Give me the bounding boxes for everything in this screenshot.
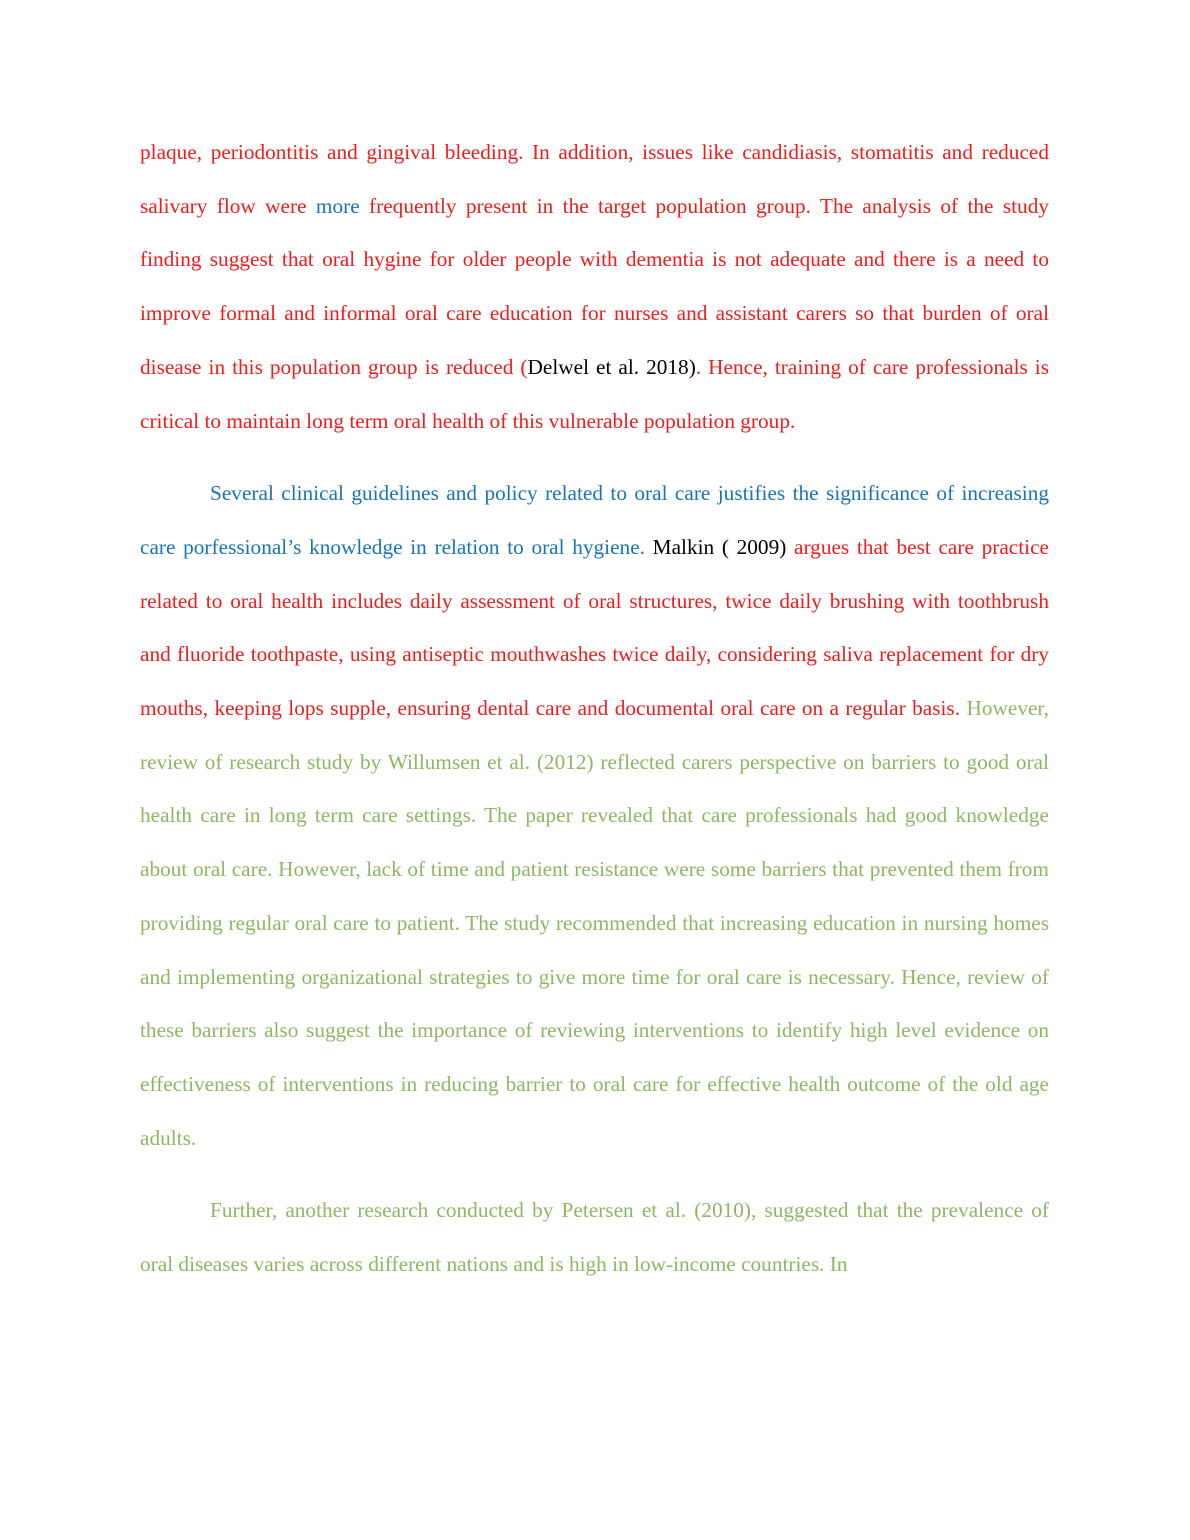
text-run: plaque, periodontitis and gingival bleeding. In addition, issues like candidiasis, stomatitis and reduced salivary flow were [140, 140, 1049, 218]
text-run: more [315, 193, 360, 218]
text-run: frequently present in the target population group. The analysis of the study finding suggest that oral hygine for older people with dementia is not adequate and there is a need to improve formal and informal oral care education for nurses and assistant carers so that burden of oral disease in this population group is reduced ( [140, 193, 1049, 379]
paragraph-1 [140, 126, 1049, 448]
text-run: . Hence, training of care professionals is critical to maintain long term oral health of this vulnerable population group. [140, 354, 1050, 433]
document-page [140, 126, 1049, 1292]
paragraph-3 [140, 1184, 1049, 1291]
text-run: However, review of research study by Willumsen et al. (2012) reflected carers perspective on barriers to good oral health care in long term care settings. The paper revealed that care professionals had good knowledge about oral care. However, lack of time and patient resistance were some barriers that prevented them from providing regular oral care to patient. The study recommended that increasing education in nursing homes and implementing organizational strategies to give more time for oral care is necessary. Hence, review of these barriers also suggest the importance of reviewing interventions to identify high level evidence on effectiveness of interventions in reducing barrier to oral care for effective health outcome of the old age adults. [140, 696, 1049, 1150]
text-run: Several clinical guidelines and policy related to oral care justifies the significance of increasing care porfessional’s knowledge in relation to oral hygiene. [140, 481, 1049, 559]
citation: Malkin ( 2009) [652, 534, 787, 559]
citation: Delwel et al. 2018) [527, 354, 696, 379]
text-run: argues that best care practice related to oral health includes daily assessment of oral structures, twice daily brushing with toothbrush and fluoride toothpaste, using antiseptic mouthwashes twice daily, considering saliva replacement for dry mouths, keeping lops supple, ensuring dental care and documental oral care on a regular basis. [140, 534, 1049, 721]
paragraph-2 [140, 467, 1049, 1165]
text-run: Further, another research conducted by Petersen et al. (2010), suggested that the prevalence of oral diseases varies across different nations and is high in low-income countries. In [140, 1198, 1049, 1277]
